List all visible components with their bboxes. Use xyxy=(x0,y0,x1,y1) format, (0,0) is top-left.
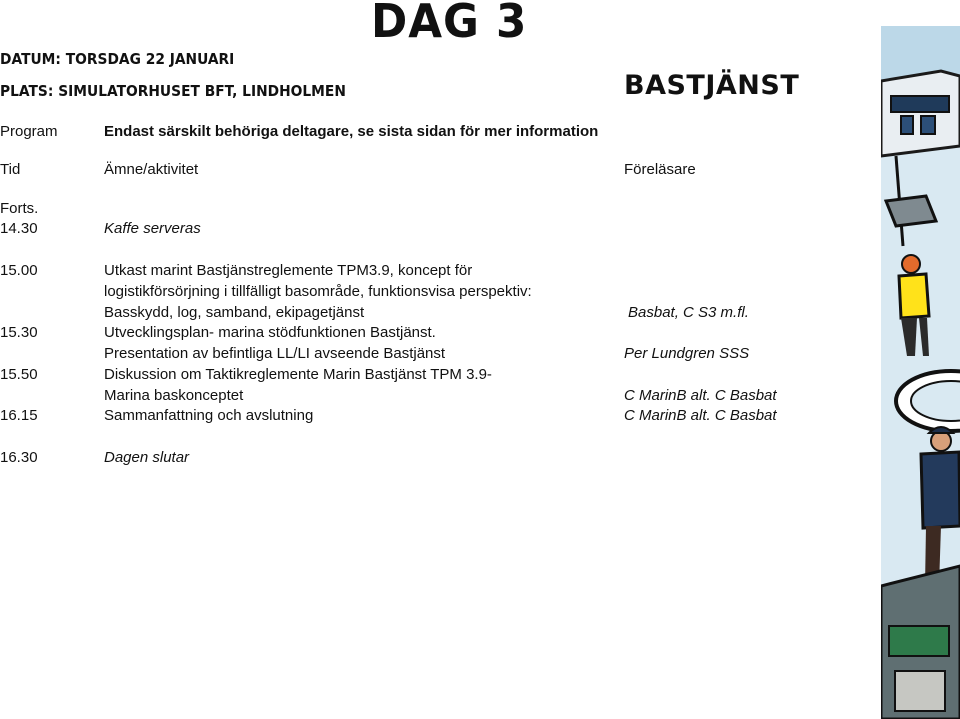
header-time: Tid xyxy=(0,161,21,178)
schedule-time: 15.00 xyxy=(0,262,38,279)
schedule-activity: Kaffe serveras xyxy=(104,220,201,237)
schedule-activity: Marina baskonceptet xyxy=(104,387,244,404)
schedule-activity: Sammanfattning och avslutning xyxy=(104,407,314,424)
schedule-lecturer: Per Lundgren SSS xyxy=(624,345,750,362)
schedule-lecturer: C MarinB alt. C Basbat xyxy=(624,407,777,424)
day-title: DAG 3 xyxy=(371,0,528,48)
schedule-activity: Basskydd, log, samband, ekipagetjänst xyxy=(104,304,365,321)
schedule-lecturer: Basbat, C S3 m.fl. xyxy=(628,304,749,321)
header-activity: Ämne/aktivitet xyxy=(104,161,199,178)
schedule-activity: Dagen slutar xyxy=(104,449,190,466)
brand-title: BASTJÄNST xyxy=(624,70,800,101)
schedule-time: 16.30 xyxy=(0,449,38,466)
schedule-activity: Presentation av befintliga LL/LI avseende Bastjänst xyxy=(104,345,446,362)
schedule-lecturer: C MarinB alt. C Basbat xyxy=(624,387,777,404)
schedule-activity: Utvecklingsplan- marina stödfunktionen Bastjänst. xyxy=(104,324,436,341)
schedule-activity: logistikförsörjning i tillfälligt basområde, funktionsvisa perspektiv: xyxy=(104,283,532,300)
schedule-time: 14.30 xyxy=(0,220,38,237)
program-label: Program xyxy=(0,123,58,140)
program-note: Endast särskilt behöriga deltagare, se sista sidan för mer information xyxy=(104,123,599,140)
continued-label: Forts. xyxy=(0,200,39,217)
header-lecturer: Föreläsare xyxy=(624,161,696,178)
schedule-activity: Utkast marint Bastjänstreglemente TPM3.9, koncept för xyxy=(104,262,473,279)
place-line: PLATS: SIMULATORHUSET BFT, LINDHOLMEN xyxy=(0,82,346,100)
schedule-time: 16.15 xyxy=(0,407,38,424)
schedule-time: 15.30 xyxy=(0,324,38,341)
date-line: DATUM: TORSDAG 22 JANUARI xyxy=(0,50,235,68)
schedule-activity: Diskussion om Taktikreglemente Marin Bastjänst TPM 3.9- xyxy=(104,366,492,383)
side-illustration xyxy=(881,26,960,719)
schedule-time: 15.50 xyxy=(0,366,38,383)
